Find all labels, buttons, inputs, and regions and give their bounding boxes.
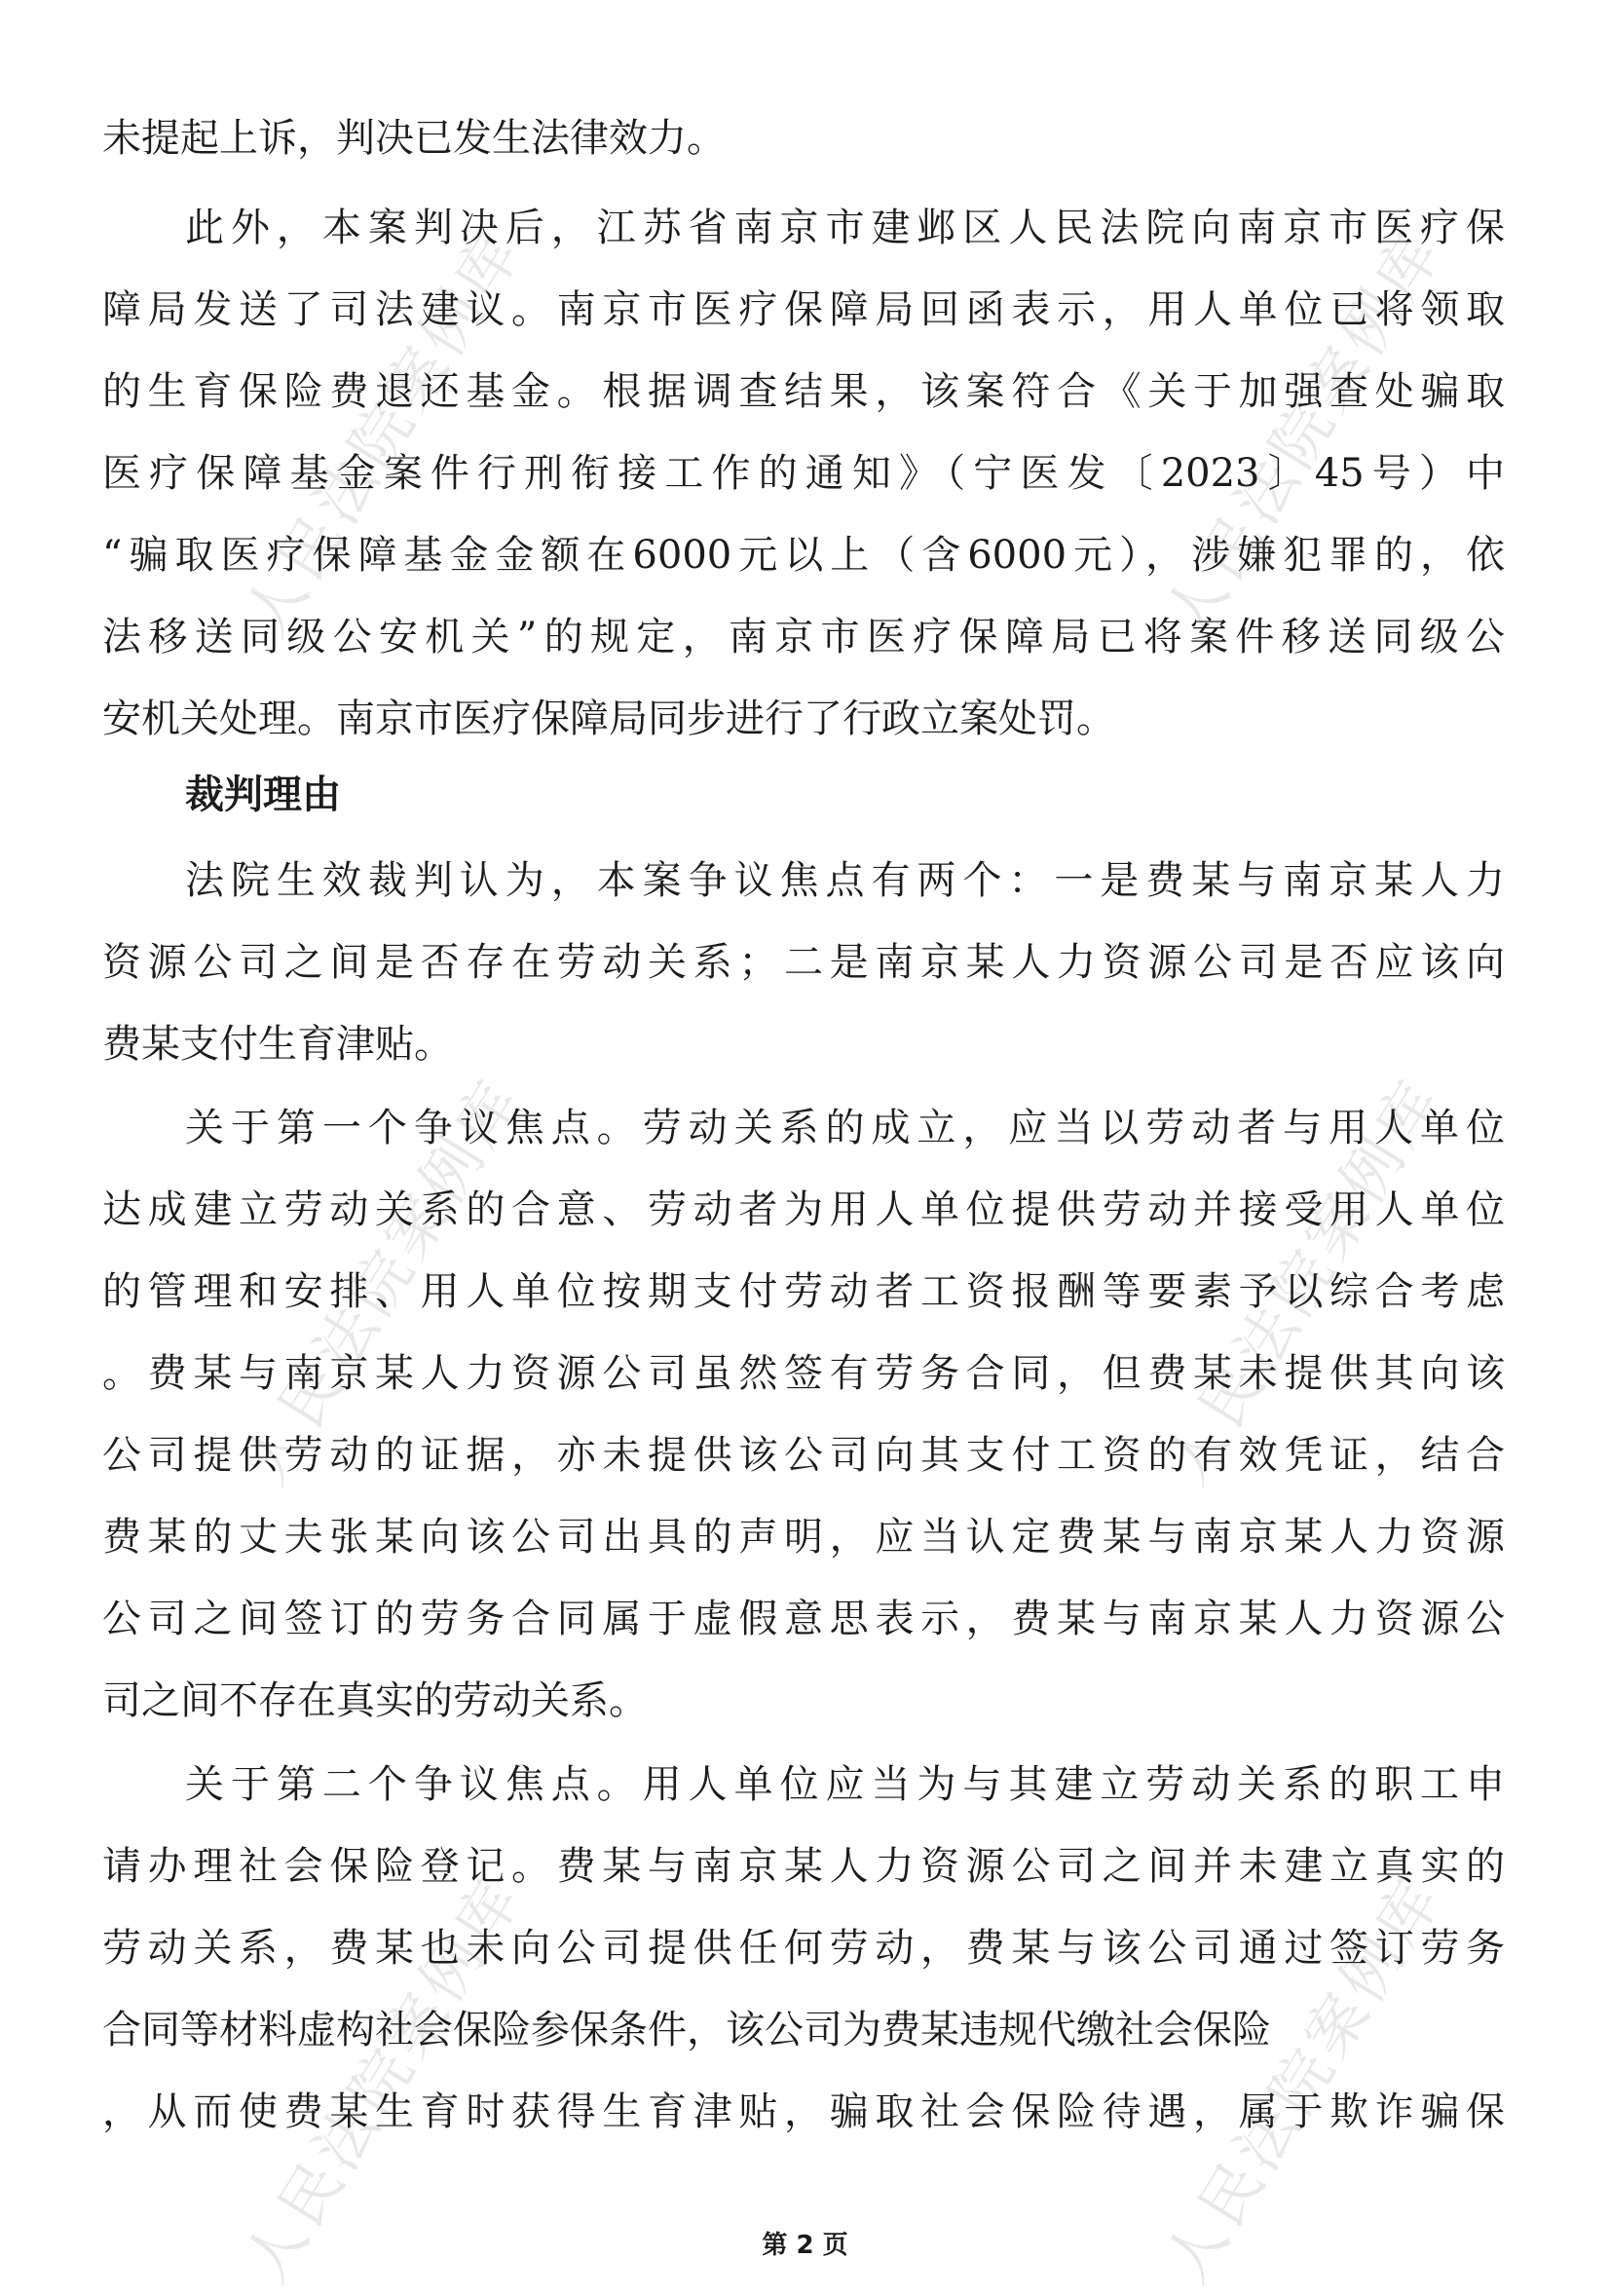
watermark: 人民法院案例库 xyxy=(1150,217,1457,649)
paragraph-line: 未提起上诉，判决已发生法律效力。 xyxy=(102,116,726,161)
paragraph-line: 司之间不存在真实的劳动关系。 xyxy=(102,1678,648,1723)
watermark: 人民法院案例库 xyxy=(1150,1863,1457,2295)
paragraph-line: 合同等材料虚构社会保险参保条件，该公司为费某违规代缴社会保险 xyxy=(102,2008,1271,2052)
paragraph-line: 资源公司之间是否存在劳动关系；二是南京某人力资源公司是否应该向 xyxy=(102,940,1505,985)
paragraph-line: 医疗保障基金案件行刑衔接工作的通知》（宁医发〔2023〕45号）中 xyxy=(102,451,1505,496)
paragraph-line: 。费某与南京某人力资源公司虽然签有劳务合同，但费某未提供其向该 xyxy=(102,1351,1505,1396)
paragraph-line: 劳动关系，费某也未向公司提供任何劳动，费某与该公司通过签订劳务 xyxy=(102,1926,1505,1971)
paragraph-line: 达成建立劳动关系的合意、劳动者为用人单位提供劳动并接受用人单位 xyxy=(102,1187,1505,1232)
watermark: 人民法院案例库 xyxy=(230,217,537,649)
paragraph-line: 的生育保险费退还基金。根据调查结果，该案符合《关于加强查处骗取 xyxy=(102,369,1505,414)
paragraph-line: 公司之间签订的劳务合同属于虚假意思表示，费某与南京某人力资源公 xyxy=(102,1597,1505,1641)
paragraph-line: 费某支付生育津贴。 xyxy=(102,1022,453,1067)
paragraph-line: ，从而使费某生育时获得生育津贴，骗取社会保险待遇，属于欺诈骗保 xyxy=(102,2089,1505,2134)
paragraph-line: “骗取医疗保障基金金额在6000元以上（含6000元），涉嫌犯罪的，依 xyxy=(102,533,1505,578)
paragraph-line: 的管理和安排、用人单位按期支付劳动者工资报酬等要素予以综合考虑 xyxy=(102,1269,1505,1314)
paragraph-line: 此外，本案判决后，江苏省南京市建邺区人民法院向南京市医疗保 xyxy=(185,206,1505,250)
page-number: 第 2 页 xyxy=(762,2231,848,2260)
watermark: 人民法院案例库 xyxy=(1150,1065,1457,1496)
paragraph-line: 安机关处理。南京市医疗保障局同步进行了行政立案处罚。 xyxy=(102,696,1115,741)
watermark: 人民法院案例库 xyxy=(230,1065,537,1496)
section-heading: 裁判理由 xyxy=(185,772,341,817)
paragraph-line: 法院生效裁判认为，本案争议焦点有两个：一是费某与南京某人力 xyxy=(185,858,1505,903)
paragraph-line: 请办理社会保险登记。费某与南京某人力资源公司之间并未建立真实的 xyxy=(102,1844,1505,1889)
paragraph-line: 关于第二个争议焦点。用人单位应当为与其建立劳动关系的职工申 xyxy=(185,1762,1505,1807)
paragraph-line: 费某的丈夫张某向该公司出具的声明，应当认定费某与南京某人力资源 xyxy=(102,1515,1505,1560)
watermark: 人民法院案例库 xyxy=(230,1863,537,2295)
paragraph-line: 公司提供劳动的证据，亦未提供该公司向其支付工资的有效凭证，结合 xyxy=(102,1433,1505,1478)
paragraph-line: 障局发送了司法建议。南京市医疗保障局回函表示，用人单位已将领取 xyxy=(102,287,1505,332)
paragraph-line: 法移送同级公安机关”的规定，南京市医疗保障局已将案件移送同级公 xyxy=(102,615,1505,659)
paragraph-line: 关于第一个争议焦点。劳动关系的成立，应当以劳动者与用人单位 xyxy=(185,1106,1505,1150)
